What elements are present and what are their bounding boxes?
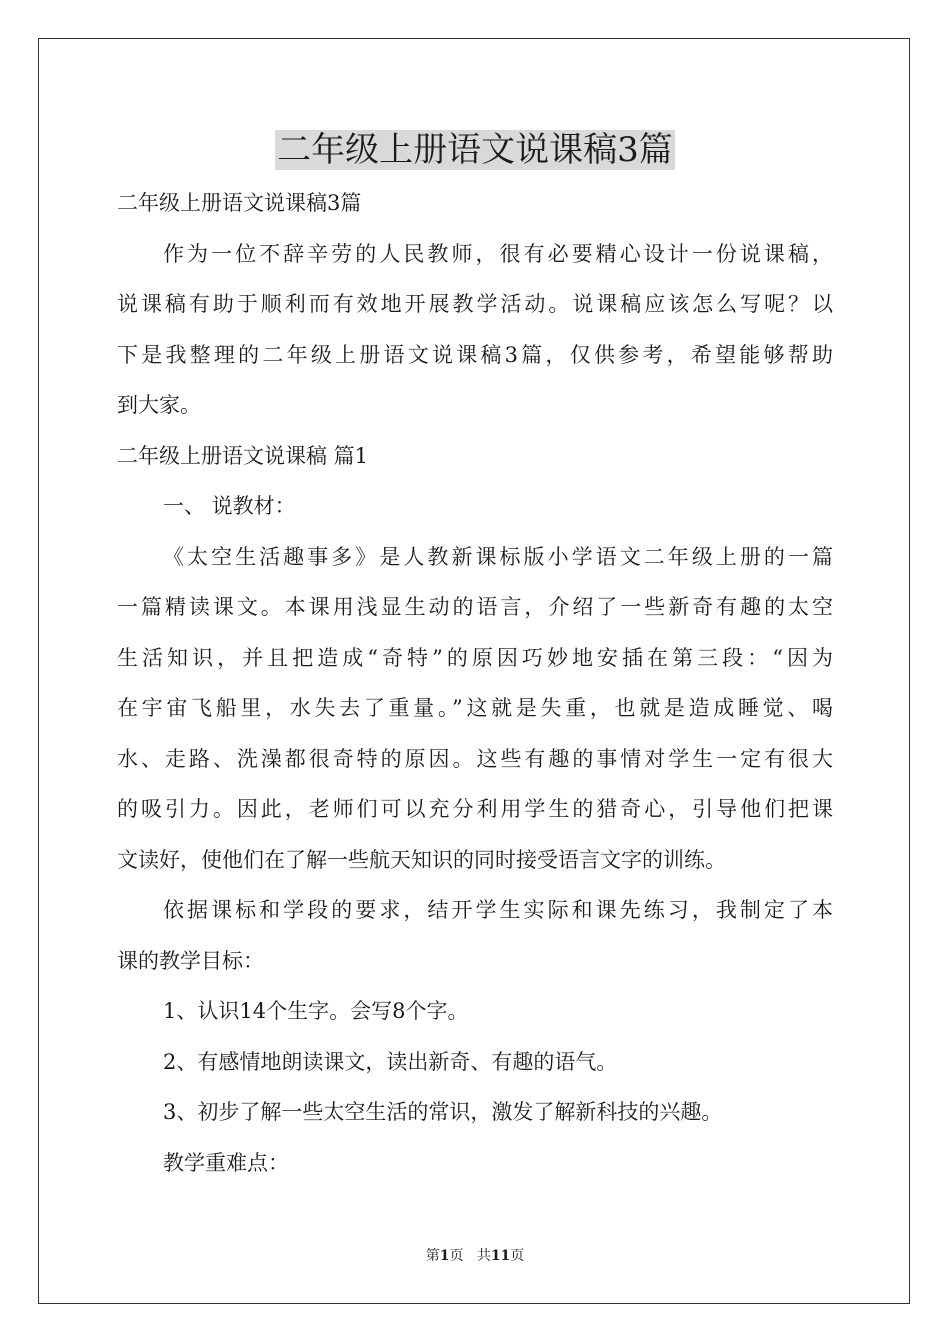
text-line: 在宇宙飞船里，水失去了重量。”这就是失重，也就是造成睡觉、喝	[117, 696, 833, 720]
text-line: 一篇精读课文。本课用浅显生动的语言，介绍了一些新奇有趣的太空	[117, 595, 833, 619]
footer-page-suffix: 页	[449, 1248, 464, 1264]
text-line: 3、初步了解一些太空生活的常识，激发了解新科技的兴趣。	[163, 1100, 723, 1124]
text-line: 作为一位不辞辛劳的人民教师，很有必要精心设计一份说课稿，	[163, 241, 833, 266]
text-line: 说课稿有助于顺利而有效地开展教学活动。说课稿应该怎么写呢？以	[117, 292, 833, 316]
text-line: 2、有感情地朗读课文，读出新奇、有趣的语气。	[163, 1049, 618, 1074]
footer-total-prefix: 共	[476, 1248, 491, 1264]
text-line: 文读好，使他们在了解一些航天知识的同时接受语言文字的训练。	[117, 847, 726, 872]
text-line: 依据课标和学段的要求，结开学生实际和课先练习，我制定了本	[163, 898, 833, 922]
text-line: 水、走路、洗澡都很奇特的原因。这些有趣的事情对学生一定有很大	[117, 746, 833, 771]
text-line: 到大家。	[117, 393, 201, 417]
document-body	[117, 178, 833, 1188]
document-title	[0, 128, 950, 172]
footer-total-suffix: 页	[510, 1248, 525, 1264]
footer-total-pages: 11	[490, 1248, 511, 1264]
text-line: 《太空生活趣事多》是人教新课标版小学语文二年级上册的一篇	[163, 544, 833, 569]
text-line: 1、认识14个生字。会写8个字。	[163, 999, 469, 1023]
text-line: 生活知识，并且把造成“奇特”的原因巧妙地安插在第三段：“因为	[117, 645, 833, 670]
document-title-text: 二年级上册语文说课稿3篇	[277, 130, 673, 170]
footer-page-number: 1	[439, 1248, 450, 1264]
text-line: 下是我整理的二年级上册语文说课稿3篇，仅供参考，希望能够帮助	[117, 342, 833, 367]
text-line: 的吸引力。因此，老师们可以充分利用学生的猎奇心，引导他们把课	[117, 797, 833, 821]
text-line: 课的教学目标：	[117, 948, 264, 973]
text-line: 二年级上册语文说课稿3篇	[117, 191, 362, 215]
text-line: 教学重难点：	[163, 1150, 289, 1175]
footer-page-prefix: 第	[425, 1248, 440, 1264]
text-line: 一、 说教材：	[163, 494, 296, 518]
page-footer	[0, 1246, 950, 1266]
text-line: 二年级上册语文说课稿 篇1	[117, 443, 369, 468]
